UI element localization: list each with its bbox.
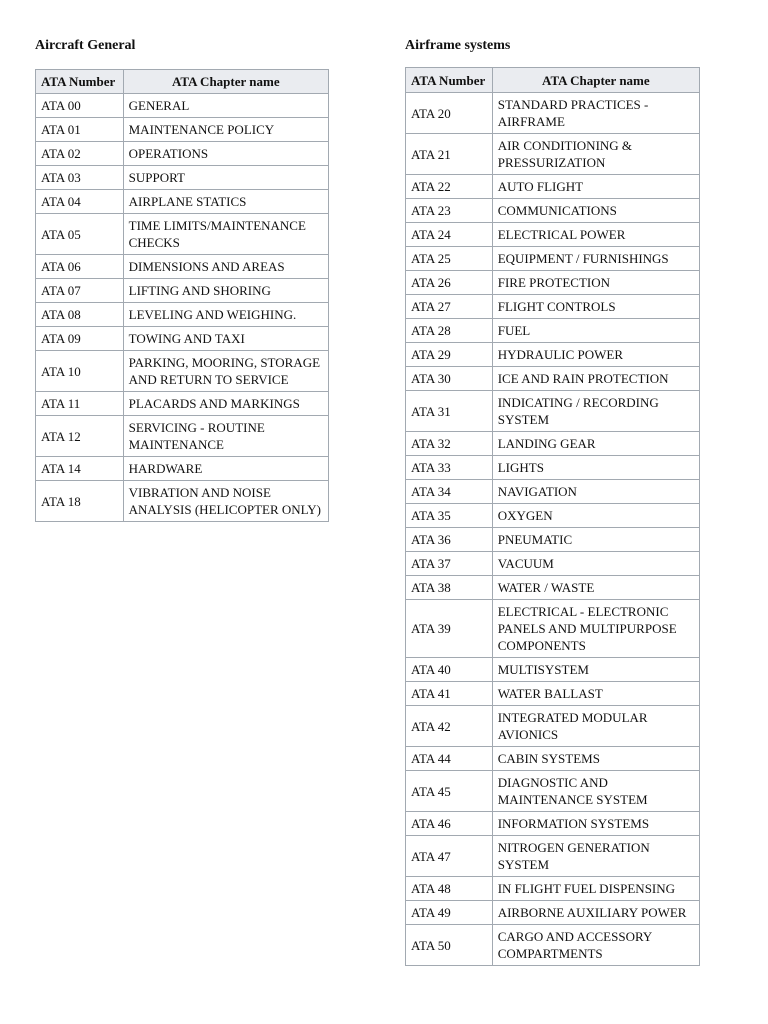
aircraft-general-section [35,36,329,522]
ata-chapter-name-cell: ELECTRICAL - ELECTRONIC PANELS AND MULTIPURPOSE COMPONENTS [492,600,699,658]
ata-chapter-name-cell: NAVIGATION [492,480,699,504]
table-row [36,118,329,142]
ata-number-cell: ATA 21 [406,134,493,175]
ata-number-cell: ATA 25 [406,247,493,271]
aircraft-general-rows [36,94,329,522]
table-row [406,175,700,199]
table-row [406,271,700,295]
ata-chapter-name-cell: FIRE PROTECTION [492,271,699,295]
table-row [406,812,700,836]
ata-number-cell: ATA 29 [406,343,493,367]
ata-chapter-name-cell: HYDRAULIC POWER [492,343,699,367]
table-row [406,877,700,901]
ata-number-cell: ATA 02 [36,142,124,166]
ata-chapter-name-cell: LEVELING AND WEIGHING. [123,303,328,327]
ata-number-cell: ATA 30 [406,367,493,391]
ata-number-cell: ATA 06 [36,255,124,279]
table-row [36,303,329,327]
ata-chapter-name-cell: SERVICING - ROUTINE MAINTENANCE [123,416,328,457]
ata-number-cell: ATA 50 [406,925,493,966]
table-row [406,432,700,456]
section-title: Airframe systems [405,38,511,53]
ata-chapter-name-cell: PLACARDS AND MARKINGS [123,392,328,416]
ata-chapter-name-cell: FLIGHT CONTROLS [492,295,699,319]
ata-number-cell: ATA 48 [406,877,493,901]
table-row [36,327,329,351]
ata-number-cell: ATA 26 [406,271,493,295]
table-row [406,223,700,247]
ata-number-cell: ATA 33 [406,456,493,480]
ata-chapter-name-cell: STANDARD PRACTICES - AIRFRAME [492,93,699,134]
ata-chapter-name-cell: EQUIPMENT / FURNISHINGS [492,247,699,271]
airframe-systems-rows [406,93,700,966]
header-ata-number: ATA Number [36,70,124,94]
table-row [406,343,700,367]
table-row [36,416,329,457]
ata-number-cell: ATA 41 [406,682,493,706]
header-ata-chapter-name: ATA Chapter name [123,70,328,94]
ata-number-cell: ATA 34 [406,480,493,504]
ata-number-cell: ATA 12 [36,416,124,457]
table-row [406,901,700,925]
ata-number-cell: ATA 10 [36,351,124,392]
table-row [406,93,700,134]
ata-number-cell: ATA 45 [406,771,493,812]
ata-chapter-name-cell: ICE AND RAIN PROTECTION [492,367,699,391]
ata-chapter-name-cell: PNEUMATIC [492,528,699,552]
ata-number-cell: ATA 39 [406,600,493,658]
ata-chapter-name-cell: VACUUM [492,552,699,576]
ata-number-cell: ATA 27 [406,295,493,319]
ata-number-cell: ATA 32 [406,432,493,456]
table-row [406,456,700,480]
ata-number-cell: ATA 47 [406,836,493,877]
ata-number-cell: ATA 14 [36,457,124,481]
table-row [36,481,329,522]
ata-chapter-name-cell: INTEGRATED MODULAR AVIONICS [492,706,699,747]
airframe-systems-table [405,67,700,966]
ata-chapter-name-cell: MULTISYSTEM [492,658,699,682]
table-row [36,255,329,279]
ata-number-cell: ATA 49 [406,901,493,925]
ata-chapter-name-cell: AIR CONDITIONING & PRESSURIZATION [492,134,699,175]
ata-chapter-name-cell: DIMENSIONS AND AREAS [123,255,328,279]
ata-number-cell: ATA 23 [406,199,493,223]
ata-number-cell: ATA 44 [406,747,493,771]
ata-chapter-name-cell: CARGO AND ACCESSORY COMPARTMENTS [492,925,699,966]
section-title: Aircraft General [35,38,136,53]
ata-chapter-name-cell: OXYGEN [492,504,699,528]
table-row [406,134,700,175]
header-ata-chapter-name: ATA Chapter name [492,68,699,93]
table-row [406,771,700,812]
ata-number-cell: ATA 46 [406,812,493,836]
ata-number-cell: ATA 20 [406,93,493,134]
table-row [36,457,329,481]
table-row [406,552,700,576]
ata-chapter-name-cell: GENERAL [123,94,328,118]
ata-number-cell: ATA 36 [406,528,493,552]
ata-number-cell: ATA 08 [36,303,124,327]
ata-number-cell: ATA 05 [36,214,124,255]
table-row [406,747,700,771]
table-row [406,504,700,528]
ata-chapter-name-cell: CABIN SYSTEMS [492,747,699,771]
ata-number-cell: ATA 07 [36,279,124,303]
ata-number-cell: ATA 38 [406,576,493,600]
table-row [36,351,329,392]
table-row [406,247,700,271]
ata-chapter-name-cell: SUPPORT [123,166,328,190]
ata-chapter-name-cell: WATER / WASTE [492,576,699,600]
ata-number-cell: ATA 04 [36,190,124,214]
table-row [36,392,329,416]
ata-chapter-name-cell: PARKING, MOORING, STORAGE AND RETURN TO SERVICE [123,351,328,392]
ata-number-cell: ATA 31 [406,391,493,432]
airframe-systems-section [405,36,700,966]
ata-chapter-name-cell: COMMUNICATIONS [492,199,699,223]
table-row [36,142,329,166]
ata-number-cell: ATA 03 [36,166,124,190]
ata-number-cell: ATA 01 [36,118,124,142]
ata-number-cell: ATA 35 [406,504,493,528]
table-row [406,391,700,432]
table-row [406,528,700,552]
ata-chapter-name-cell: AIRPLANE STATICS [123,190,328,214]
ata-chapter-name-cell: LIFTING AND SHORING [123,279,328,303]
ata-number-cell: ATA 24 [406,223,493,247]
table-header-row [406,68,700,93]
ata-number-cell: ATA 11 [36,392,124,416]
ata-chapter-name-cell: LIGHTS [492,456,699,480]
ata-number-cell: ATA 18 [36,481,124,522]
table-row [36,94,329,118]
table-row [406,367,700,391]
ata-chapter-name-cell: OPERATIONS [123,142,328,166]
table-row [406,836,700,877]
ata-chapter-name-cell: VIBRATION AND NOISE ANALYSIS (HELICOPTER ONLY) [123,481,328,522]
table-row [406,706,700,747]
ata-chapter-name-cell: TOWING AND TAXI [123,327,328,351]
ata-chapter-name-cell: MAINTENANCE POLICY [123,118,328,142]
ata-chapter-name-cell: FUEL [492,319,699,343]
ata-chapter-name-cell: IN FLIGHT FUEL DISPENSING [492,877,699,901]
ata-chapter-name-cell: WATER BALLAST [492,682,699,706]
table-row [406,576,700,600]
table-header-row [36,70,329,94]
ata-number-cell: ATA 09 [36,327,124,351]
ata-chapter-name-cell: HARDWARE [123,457,328,481]
table-row [406,480,700,504]
table-row [406,319,700,343]
ata-number-cell: ATA 40 [406,658,493,682]
table-row [406,925,700,966]
table-row [36,166,329,190]
ata-number-cell: ATA 28 [406,319,493,343]
ata-number-cell: ATA 00 [36,94,124,118]
table-row [406,295,700,319]
ata-chapter-name-cell: LANDING GEAR [492,432,699,456]
ata-chapter-name-cell: ELECTRICAL POWER [492,223,699,247]
ata-chapter-name-cell: NITROGEN GENERATION SYSTEM [492,836,699,877]
table-row [406,658,700,682]
ata-number-cell: ATA 22 [406,175,493,199]
ata-chapter-name-cell: DIAGNOSTIC AND MAINTENANCE SYSTEM [492,771,699,812]
table-row [406,600,700,658]
table-row [36,190,329,214]
table-row [406,682,700,706]
ata-chapter-name-cell: INDICATING / RECORDING SYSTEM [492,391,699,432]
ata-chapter-name-cell: INFORMATION SYSTEMS [492,812,699,836]
ata-chapter-name-cell: TIME LIMITS/MAINTENANCE CHECKS [123,214,328,255]
table-row [36,214,329,255]
aircraft-general-table [35,69,329,522]
ata-chapter-name-cell: AIRBORNE AUXILIARY POWER [492,901,699,925]
table-row [36,279,329,303]
ata-chapter-name-cell: AUTO FLIGHT [492,175,699,199]
header-ata-number: ATA Number [406,68,493,93]
ata-number-cell: ATA 37 [406,552,493,576]
ata-number-cell: ATA 42 [406,706,493,747]
table-row [406,199,700,223]
